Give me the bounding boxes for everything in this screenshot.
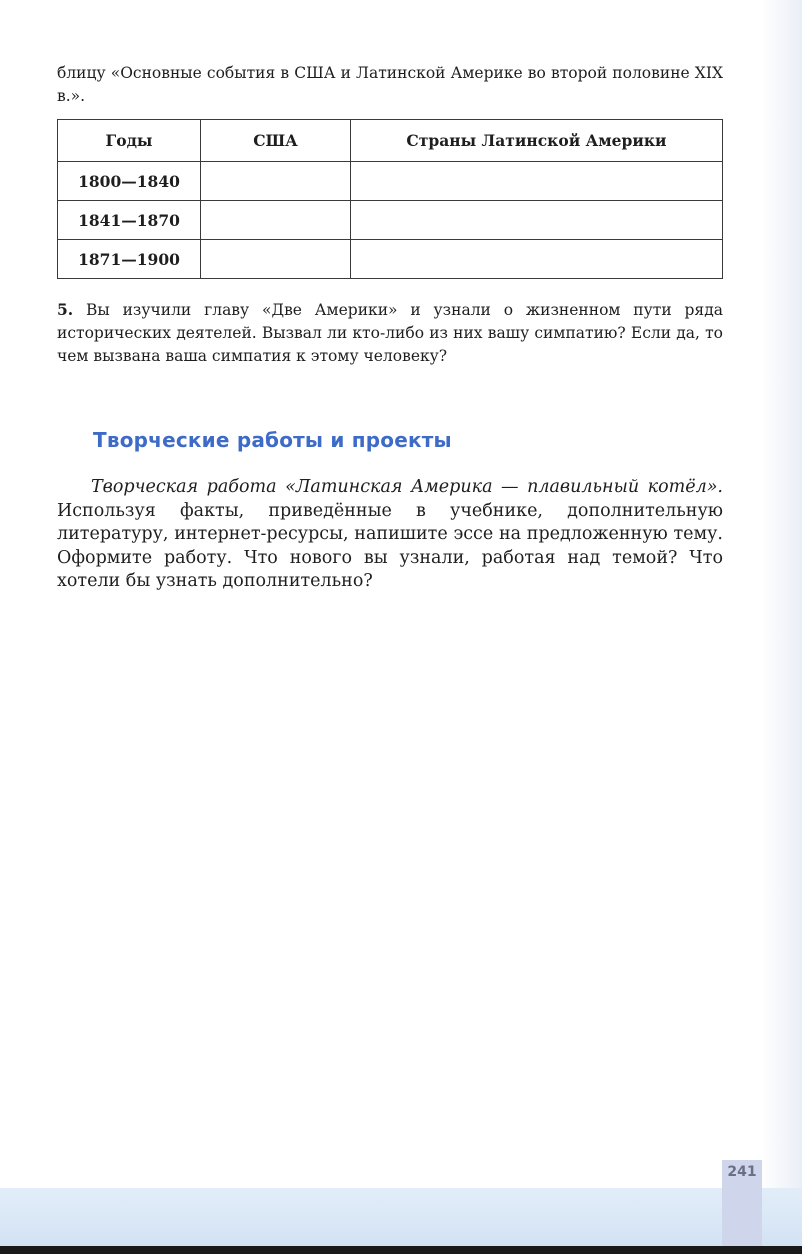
scan-edge — [0, 1246, 802, 1254]
header-years: Годы — [58, 120, 201, 162]
creative-work-paragraph — [57, 476, 723, 594]
row-usa-cell — [201, 240, 351, 279]
page-number: 241 — [722, 1160, 762, 1246]
header-usa: США — [201, 120, 351, 162]
row-usa-cell — [201, 162, 351, 201]
page-edge-shade — [760, 0, 802, 1190]
section-heading: Творческие работы и проекты — [93, 428, 452, 452]
table-row — [58, 162, 723, 201]
creative-work-title: Творческая работа «Латинская Америка — плавильный котёл». — [91, 477, 723, 497]
intro-paragraph: блицу «Основные события в США и Латинской Америке во второй половине XIX в.». — [57, 64, 723, 105]
table-header-row — [58, 120, 723, 162]
row-years: 1871—1900 — [58, 240, 201, 279]
question-number: 5. — [57, 300, 74, 319]
question-text: Вы изучили главу «Две Америки» и узнали о жизненном пути ряда исторических деятелей. Вызвал ли кто-либо из них вашу симпатию? Если да, то чем вызвана ваша симпатия к этому человеку? — [57, 301, 723, 365]
footer-band — [0, 1188, 802, 1246]
row-years: 1841—1870 — [58, 201, 201, 240]
table-row — [58, 240, 723, 279]
row-latin-america-cell — [351, 240, 723, 279]
header-latin-america: Страны Латинской Америки — [351, 120, 723, 162]
row-years: 1800—1840 — [58, 162, 201, 201]
creative-work-text: Используя факты, приведённые в учебнике, дополнительную литературу, интернет-ресурсы, напишите эссе на предложенную тему. Оформите работу. Что нового вы узнали, работая над темой? Что хотели бы узнать дополнительно? — [57, 500, 723, 591]
table-row — [58, 201, 723, 240]
row-latin-america-cell — [351, 201, 723, 240]
row-usa-cell — [201, 201, 351, 240]
events-table — [57, 119, 723, 279]
question-5 — [57, 298, 723, 368]
row-latin-america-cell — [351, 162, 723, 201]
